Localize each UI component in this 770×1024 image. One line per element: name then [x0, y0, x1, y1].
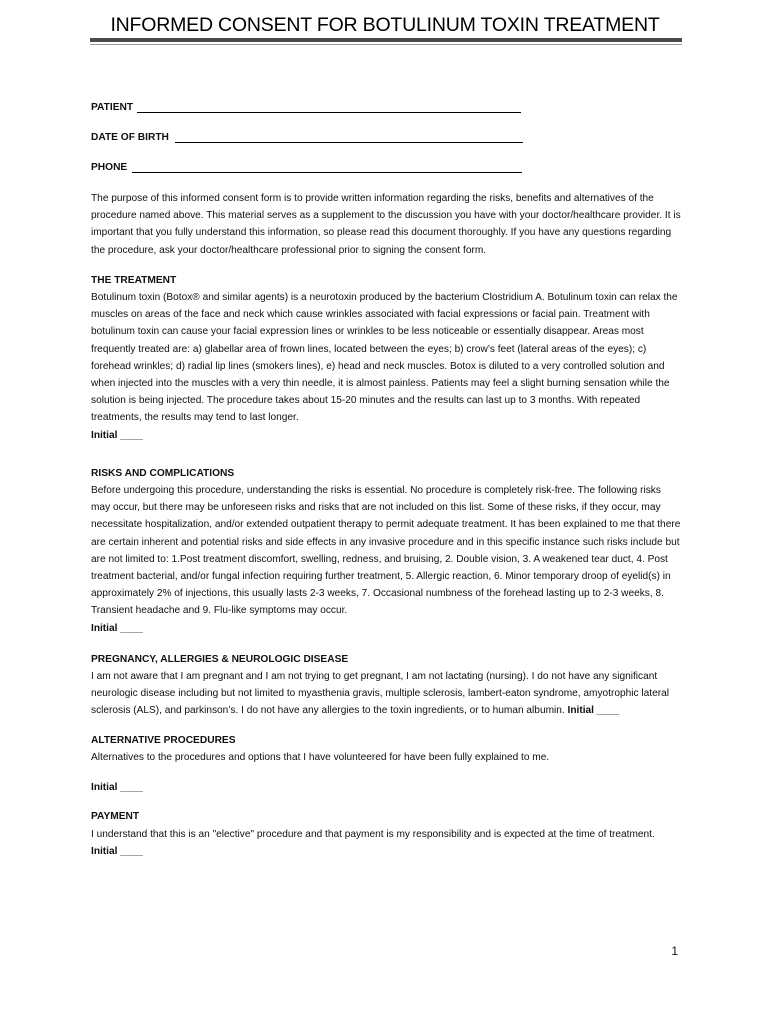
phone-field[interactable] — [91, 162, 522, 173]
section-heading: PREGNANCY, ALLERGIES & NEUROLOGIC DISEASE — [91, 653, 349, 665]
section-body: Before undergoing this procedure, understanding the risks is essential. No procedure is completely risk-free. The following risks may occur, but there may be unforeseen risks and risks that are not included on this list. Some of these risks, if they occur, may necessitate hospitalization, and/or extended outpatient therapy to permit adequate treatment. It has been explained to me that there are certain inherent and potential risks and side effects in any invasive procedure and in this specific instance such risks include but are not limited to: 1.Post treatment discomfort, swelling, redness, and bruising, 2. Double vision, 3. A weakened tear duct, 4. Post treatment bacterial, and/or fungal infection requiring further treatment, 5. Allergic reaction, 6. Minor temporary droop of eyelid(s) in approximately 2% of injections, this usually lasts 2-3 weeks, 7. Occasional numbness of the forehead lasting up to 2-3 weeks, 8. Transient headache and 9. Flu-like symptoms may occur. — [91, 485, 681, 617]
intro-paragraph: The purpose of this informed consent form is to provide written information regarding the risks, benefits and alternatives of the procedure named above. This material serves as a supplement to the discussion you have with your doctor/healthcare provider. It is important that you fully understand this information, so please read this document thoroughly. If you have any questions regarding the procedure, ask your doctor/healthcare professional prior to signing the consent form. — [91, 193, 681, 256]
section-pregnancy — [91, 651, 681, 720]
patient-field[interactable] — [91, 102, 521, 113]
date-of-birth-field[interactable] — [91, 132, 523, 143]
date-of-birth-label: DATE OF BIRTH — [91, 132, 169, 143]
section-risks — [91, 465, 681, 637]
title-rule-thin — [90, 44, 682, 45]
section-body: I am not aware that I am pregnant and I am not trying to get pregnant, I am not lactating (nursing). I do not have any significant neurologic disease including but not limited to myasthenia gravis, multiple sclerosis, lambert-eaton syndrome, amyotrophic lateral sclerosis (ALS), and parkinson’s. I do not have any allergies to the toxin ingredients, or to human albumin. — [91, 671, 669, 717]
patient-label: PATIENT — [91, 102, 134, 113]
phone-label: PHONE — [91, 162, 128, 173]
patient-input-line[interactable] — [137, 103, 521, 113]
page-number: 1 — [671, 944, 678, 958]
title-rule — [90, 38, 682, 42]
section-body: I understand that this is an "elective" procedure and that payment is my responsibility and is expected at the time of treatment. — [91, 828, 655, 840]
section-heading: ALTERNATIVE PROCEDURES — [91, 734, 236, 746]
initial-field[interactable]: Initial ____ — [567, 705, 620, 717]
section-treatment — [91, 272, 681, 444]
section-alternatives — [91, 732, 681, 797]
section-body: Alternatives to the procedures and options that I have volunteered for have been fully explained to me. — [91, 751, 550, 763]
date-of-birth-input-line[interactable] — [175, 133, 523, 143]
section-heading: RISKS AND COMPLICATIONS — [91, 467, 235, 479]
section-body: Botulinum toxin (Botox® and similar agents) is a neurotoxin produced by the bacterium Clostridium A. Botulinum toxin can relax the muscles on areas of the face and neck which cause wrinkles associated with facial expressions or facial pain. Treatment with botulinum toxin can cause your facial expression lines or wrinkles to be less noticeable or essentially disappear. Areas most frequently treated are: a) glabellar area of frown lines, located between the eyes; b) crow’s feet (lateral areas of the eyes); c) forehead wrinkles; d) radial lip lines (smokers lines), e) head and neck muscles. Botox is diluted to a very controlled solution and when injected into the muscles with a very thin needle, it is almost painless. Patients may feel a slight burning sensation while the solution is being injected. The procedure takes about 15-20 minutes and the results can last up to 3 months. With repeated treatments, the results may tend to last longer. — [91, 292, 678, 424]
page-title: INFORMED CONSENT FOR BOTULINUM TOXIN TREATMENT — [110, 14, 660, 36]
initial-field[interactable]: Initial ____ — [91, 782, 143, 794]
section-payment — [91, 808, 681, 860]
initial-field[interactable]: Initial ____ — [91, 429, 143, 441]
initial-field[interactable]: Initial ____ — [91, 622, 143, 634]
phone-input-line[interactable] — [132, 163, 522, 173]
initial-field[interactable]: Initial ____ — [91, 845, 143, 857]
section-heading: PAYMENT — [91, 811, 140, 823]
consent-body — [91, 190, 681, 877]
section-heading: THE TREATMENT — [91, 274, 177, 286]
